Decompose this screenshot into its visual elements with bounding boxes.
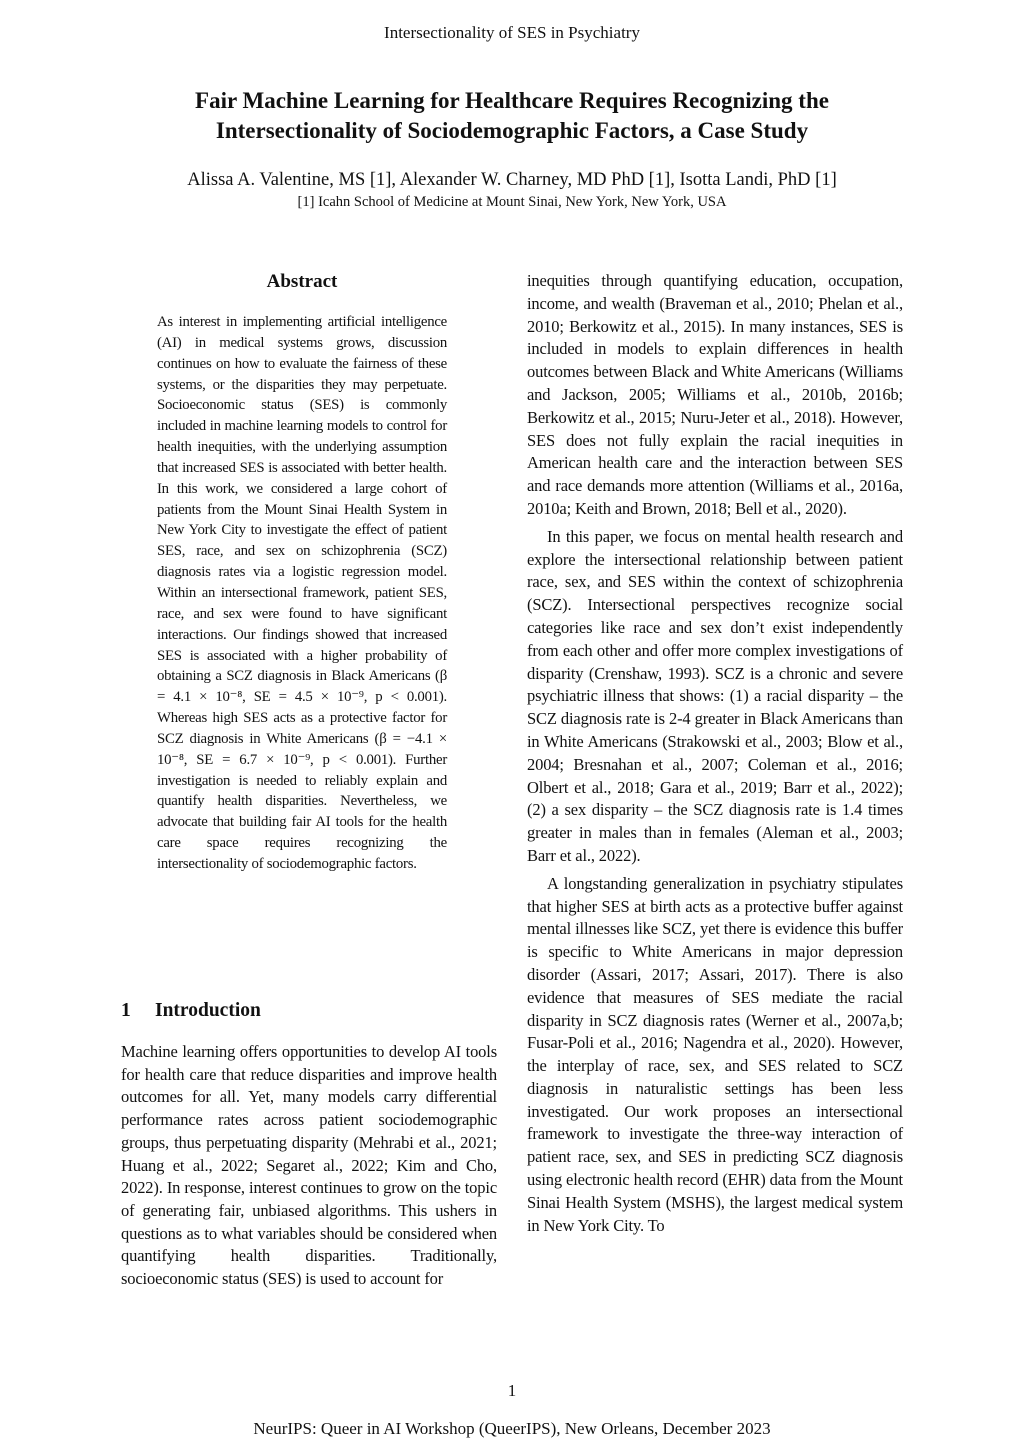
running-header: Intersectionality of SES in Psychiatry — [384, 23, 640, 42]
abstract-text — [157, 312, 447, 875]
intro-paragraph-3: A longstanding generalization in psychiatry stipulates that higher SES at birth acts as a protective buffer against mental illnesses like SCZ, yet there is evidence this buffer is specific to White Americans in major depression disorder (Assari, 2017; Assari, 2017). There is also evidence that measures of SES mediate the racial disparity in SCZ diagnosis rates (Werner et al., 2007a,b; Fusar-Poli et al., 2016; Nagendra et al., 2020). However, the interplay of race, sex, and SES related to SCZ diagnosis in naturalistic settings has been less investigated. Our work proposes an intersectional framework to investigate the three-way interaction of patient race, sex, and SES in predicting SCZ diagnosis using electronic health record (EHR) data from the Mount Sinai Health System (MSHS), the largest medical system in New York City. To — [527, 873, 903, 1235]
introduction-right-column — [527, 270, 903, 1242]
paper-title — [110, 86, 914, 146]
title-line-2: Intersectionality of Sociodemographic Factors, a Case Study — [215, 118, 809, 143]
abstract-heading: Abstract — [266, 271, 338, 292]
title-line-1: Fair Machine Learning for Healthcare Requires Recognizing the — [195, 88, 829, 113]
section-number: 1 — [121, 1000, 131, 1021]
abstract-paragraph: As interest in implementing artificial intelligence (AI) in medical systems grows, discussion continues on how to evaluate the fairness of these systems, or the disparities they may perpetuate. Socioeconomic status (SES) is commonly included in machine learning models to control for health inequities, with the underlying assumption that increased SES is associated with better health. In this work, we considered a large cohort of patients from the Mount Sinai Health System in New York City to investigate the effect of patient SES, race, and sex on schizophrenia (SCZ) diagnosis rates via a logistic regression model. Within an intersectional framework, patient SES, race, and sex were found to have significant interactions. Our findings showed that increased SES is associated with a higher probability of obtaining a SCZ diagnosis in Black Americans (β = 4.1 × 10⁻⁸, SE = 4.5 × 10⁻⁹, p < 0.001). Whereas high SES acts as a protective factor for SCZ diagnosis in White Americans (β = −4.1 × 10⁻⁸, SE = 6.7 × 10⁻⁹, p < 0.001). Further investigation is needed to reliably explain and quantify health disparities. Nevertheless, we advocate that building fair AI tools for the health care space requires recognizing the intersectionality of sociodemographic factors. — [157, 314, 447, 872]
author-list: Alissa A. Valentine, MS [1], Alexander W. Charney, MD PhD [1], Isotta Landi, PhD [1] — [187, 170, 837, 190]
intro-paragraph-1: Machine learning offers opportunities to develop AI tools for health care that reduce disparities and improve health outcomes for all. Yet, many models carry differential performance rates across patient sociodemographic groups, thus perpetuating disparity (Mehrabi et al., 2021; Huang et al., 2022; Segaret al., 2022; Kim and Cho, 2022). In response, interest continues to grow on the topic of generating fair, unbiased algorithms. This ushers in questions as to what variables should be considered when quantifying health disparities. Traditionally, socioeconomic status (SES) is used to account for — [121, 1042, 497, 1289]
intro-paragraph-1-continued: inequities through quantifying education, occupation, income, and wealth (Braveman et al., 2010; Phelan et al., 2010; Berkowitz et al., 2015). In many instances, SES is included in models to explain differences in health outcomes between Black and White Americans (Williams and Jackson, 2005; Williams et al., 2010b, 2016b; Berkowitz et al., 2015; Nuru-Jeter et al., 2018). However, SES does not fully explain the racial inequities in American health care and the interaction between SES and race demands more attention (Williams et al., 2016a, 2010a; Keith and Brown, 2018; Bell et al., 2020). — [527, 271, 903, 518]
intro-paragraph-2: In this paper, we focus on mental health research and explore the intersectional relationship between patient race, sex, and SES within the context of schizophrenia (SCZ). Intersectional perspectives recognize social categories like race and sex don’t exist independently from each other and offer more complex investigations of disparity (Crenshaw, 1993). SCZ is a chronic and severe psychiatric illness that shows: (1) a racial disparity – the SCZ diagnosis rate is 2-4 greater in Black Americans than in White Americans (Strakowski et al., 2003; Blow et al., 2004; Bresnahan et al., 2007; Coleman et al., 2016; Olbert et al., 2018; Gara et al., 2019; Barr et al., 2022); (2) a sex disparity – the SCZ diagnosis rate is 1.4 times greater in males than in females (Aleman et al., 2003; Barr et al., 2022). — [527, 526, 903, 865]
affiliation: [1] Icahn School of Medicine at Mount Sinai, New York, New York, USA — [297, 194, 727, 210]
page-number: 1 — [507, 1381, 517, 1400]
introduction-left-column — [121, 1041, 497, 1291]
section-heading-introduction — [121, 999, 501, 1023]
page-footer: NeurIPS: Queer in AI Workshop (QueerIPS), New Orleans, December 2023 — [253, 1419, 771, 1438]
section-title: Introduction — [155, 1000, 261, 1021]
